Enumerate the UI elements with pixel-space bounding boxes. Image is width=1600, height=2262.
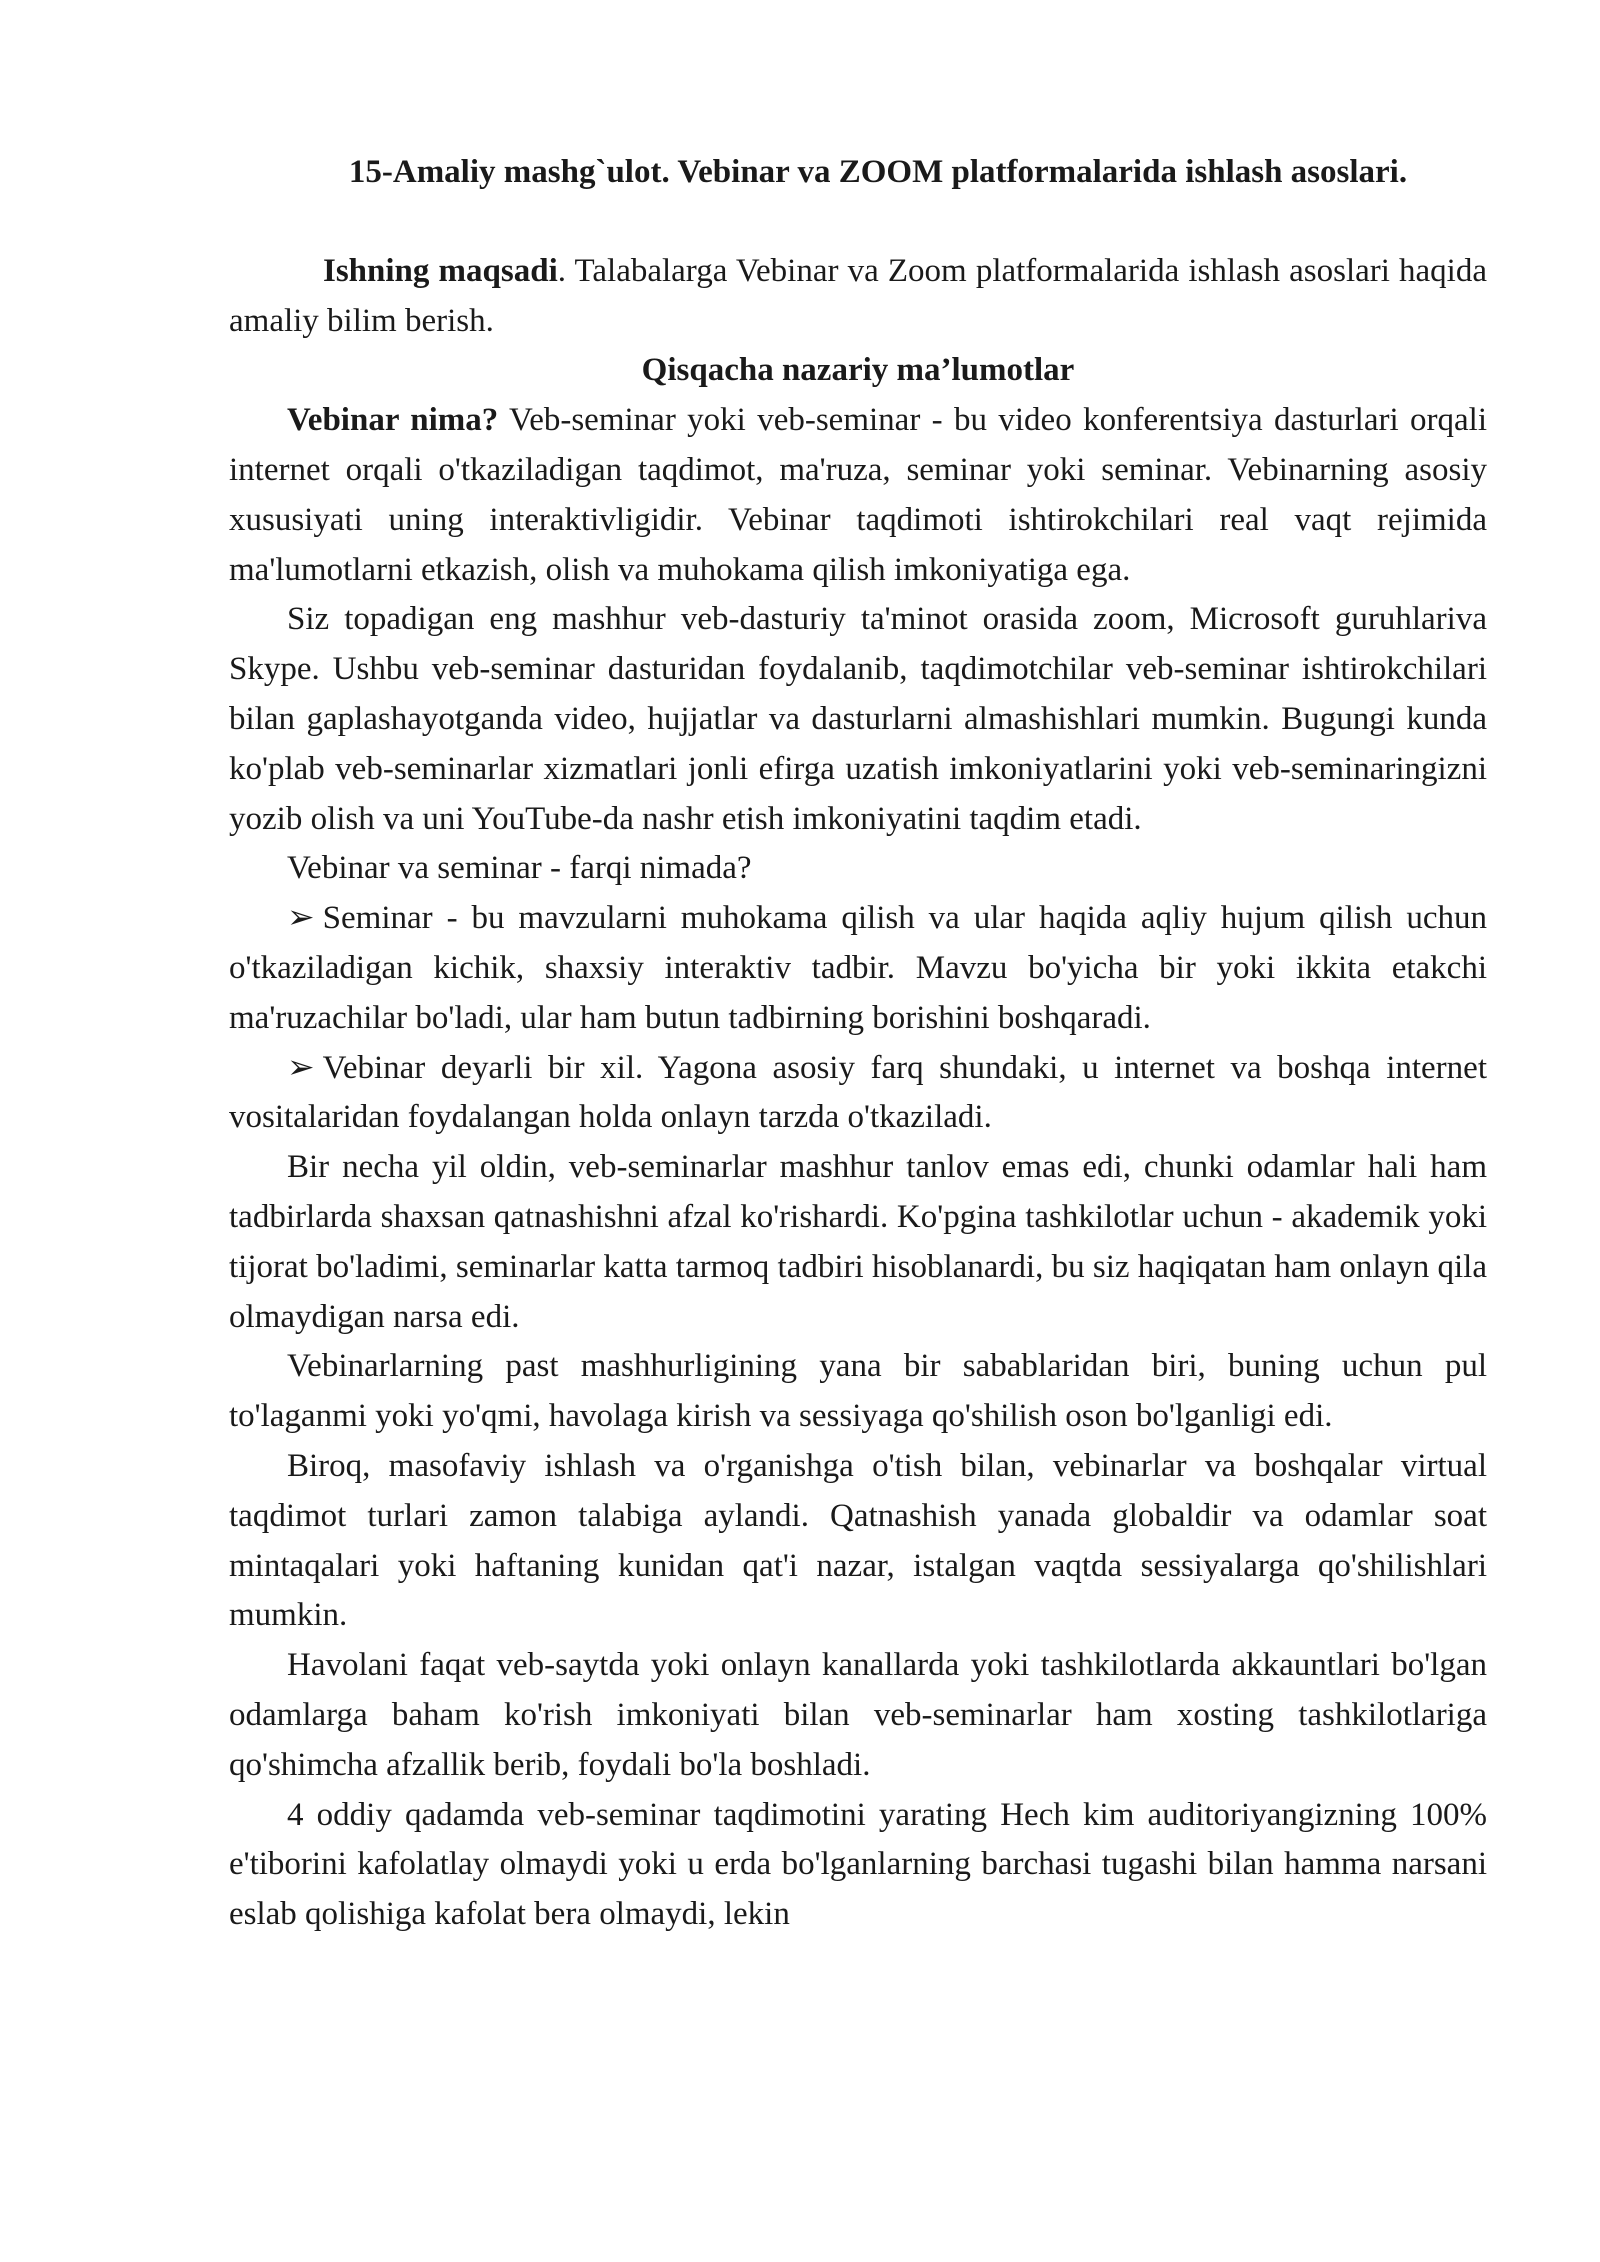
body-paragraph-6: 4 oddiy qadamda veb-seminar taqdimotini yarating Hech kim auditoriyangizning 100% e'tiborini kafolatlay olmaydi yoki u erda bo'lganlarning barchasi tugashi bilan hamma narsani eslab qolishiga kafolat bera olmaydi, lekin bbox=[229, 1796, 1487, 1933]
body-paragraph-1: Siz topadigan eng mashhur veb-dasturiy ta'minot orasida zoom, Microsoft guruhlariva Skype. Ushbu veb-seminar dasturidan foydalanib, taqdimotchilar veb-seminar ishtirokchilari bilan gaplashayotganda video, hujjatlar va dasturlarni almashishlari mumkin. Bugungi kunda ko'plab veb-seminarlar xizmatlari jonli efirga uzatish imkoniyatlarini yoki veb-seminaringizni yozib olish va uni YouTube-da nashr etish imkoniyatini taqdim etadi. bbox=[229, 601, 1487, 837]
page-title: 15-Amaliy mashg`ulot. Vebinar va ZOOM platformalarida ishlash asoslari. bbox=[348, 154, 1408, 190]
arrow-bullet-icon: ➢ bbox=[287, 900, 315, 937]
body-paragraph-3: Vebinarlarning past mashhurligining yana bir sabablaridan biri, buning uchun pul to'laganmi yoki yo'qmi, havolaga kirish va sessiyaga qo'shilish oson bo'lganligi edi. bbox=[229, 1348, 1487, 1435]
question-paragraph: Vebinar va seminar - farqi nimada? bbox=[287, 850, 752, 887]
definition-text: Veb-seminar yoki veb-seminar - bu video konferentsiya dasturlari orqali internet orqali o'tkaziladigan taqdimot, ma'ruza, seminar yoki seminar. Vebinarning asosiy xususiyati uning interaktivligidir. Vebinar taqdimoti ishtirokchilari real vaqt rejimida ma'lumotlarni etkazish, olish va muhokama qilish imkoniyatiga ega. bbox=[229, 402, 1487, 588]
goal-label: Ishning maqsadi bbox=[323, 252, 558, 289]
bullet-item-vebinar bbox=[229, 1044, 1487, 1144]
goal-text: . Talabalarga Vebinar va Zoom platformalarida ishlash asoslari haqida amaliy bilim berish. bbox=[229, 252, 1488, 339]
bullet-item-seminar bbox=[229, 894, 1487, 1043]
body-paragraph-2: Bir necha yil oldin, veb-seminarlar mashhur tanlov emas edi, chunki odamlar hali ham tadbirlarda shaxsan qatnashishni afzal ko'rishardi. Ko'pgina tashkilotlar uchun - akademik yoki tijorat bo'ladimi, seminarlar katta tarmoq tadbiri hisoblanardi, bu siz haqiqatan ham onlayn qila olmaydigan narsa edi. bbox=[229, 1149, 1487, 1335]
definition-label: Vebinar nima? bbox=[287, 402, 499, 439]
arrow-bullet-icon: ➢ bbox=[287, 1049, 315, 1086]
section-subtitle: Qisqacha nazariy ma’lumotlar bbox=[641, 352, 1075, 389]
body-paragraph-5: Havolani faqat veb-saytda yoki onlayn kanallarda yoki tashkilotlarda akkauntlari bo'lgan odamlarga baham ko'rish imkoniyati bilan veb-seminarlar ham xosting tashkilotlariga qo'shimcha afzallik berib, foydali bo'la boshladi. bbox=[229, 1647, 1487, 1783]
definition-paragraph bbox=[229, 396, 1487, 595]
goal-paragraph bbox=[229, 247, 1487, 347]
bullet-text-seminar: Seminar - bu mavzularni muhokama qilish va ular haqida aqliy hujum qilish uchun o'tkaziladigan kichik, shaxsiy interaktiv tadbir. Mavzu bo'yicha bir yoki ikkita etakchi ma'ruzachilar bo'ladi, ular ham butun tadbirning borishini boshqaradi. bbox=[229, 900, 1487, 1036]
bullet-text-vebinar: Vebinar deyarli bir xil. Yagona asosiy farq shundaki, u internet va boshqa internet vositalaridan foydalangan holda onlayn tarzda o'tkaziladi. bbox=[229, 1049, 1487, 1136]
document-page bbox=[229, 148, 1487, 1940]
body-paragraph-4: Biroq, masofaviy ishlash va o'rganishga o'tish bilan, vebinarlar va boshqalar virtual taqdimot turlari zamon talabiga aylandi. Qatnashish yanada globaldir va odamlar soat mintaqalari yoki haftaning kunidan qat'i nazar, istalgan vaqtda sessiyalarga qo'shilishlari mumkin. bbox=[229, 1447, 1487, 1634]
